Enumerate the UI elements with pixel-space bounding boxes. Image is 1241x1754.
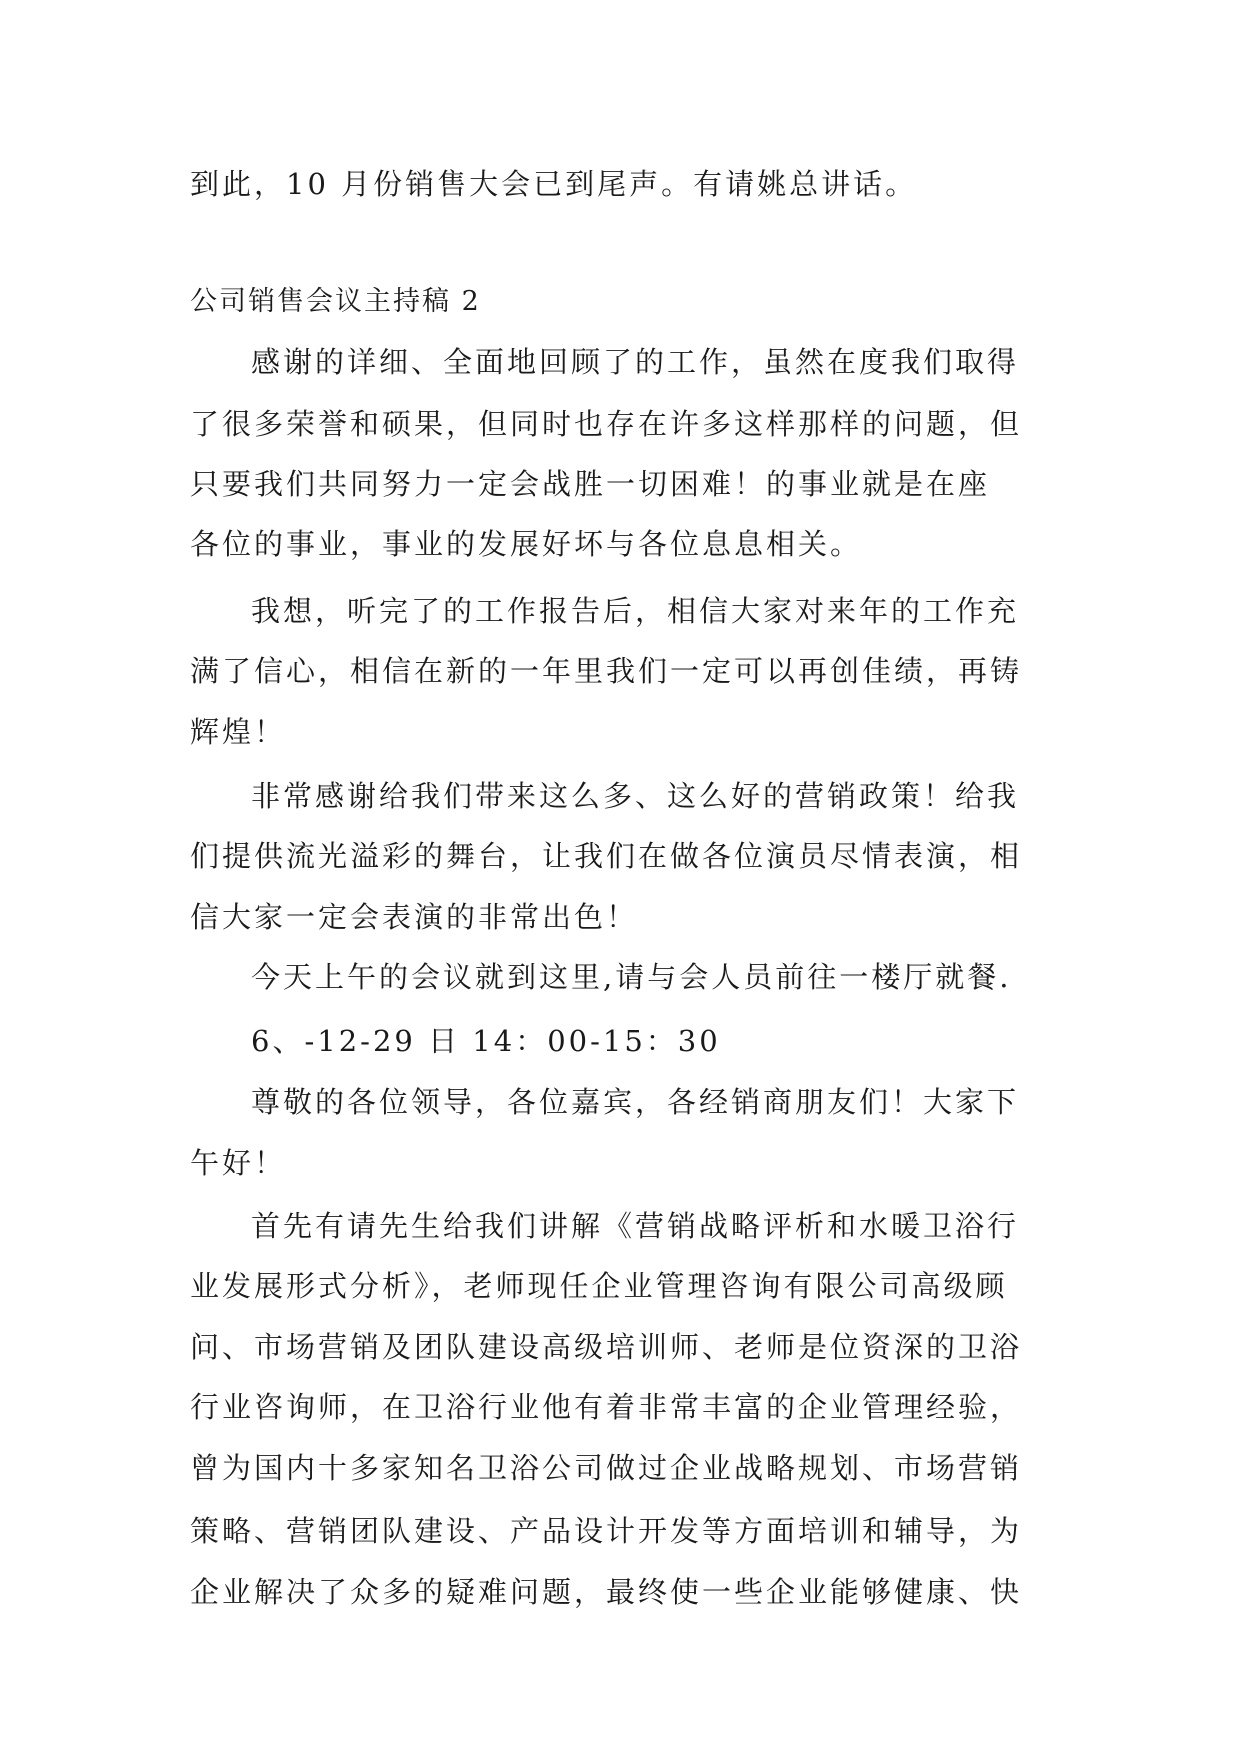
paragraph-line: 我想，听完了的工作报告后，相信大家对来年的工作充	[251, 594, 1020, 628]
paragraph-line: 今天上午的会议就到这里,请与会人员前往一楼厅就餐.	[251, 960, 1012, 994]
paragraph-line: 行业咨询师，在卫浴行业他有着非常丰富的企业管理经验，	[190, 1390, 1023, 1424]
paragraph-line: 非常感谢给我们带来这么多、这么好的营销政策！给我	[251, 779, 1020, 813]
schedule-line: 6、-12-29 日 14：00-15：30	[251, 1024, 721, 1058]
paragraph-line: 曾为国内十多家知名卫浴公司做过企业战略规划、市场营销	[190, 1451, 1023, 1485]
paragraph-line: 尊敬的各位领导，各位嘉宾，各经销商朋友们！大家下	[251, 1085, 1020, 1119]
paragraph-line: 只要我们共同努力一定会战胜一切困难！的事业就是在座	[190, 467, 991, 501]
opening-line: 到此，10 月份销售大会已到尾声。有请姚总讲话。	[190, 167, 918, 201]
paragraph-line: 首先有请先生给我们讲解《营销战略评析和水暖卫浴行	[251, 1209, 1020, 1243]
paragraph-line: 辉煌！	[190, 715, 287, 749]
paragraph-line: 策略、营销团队建设、产品设计开发等方面培训和辅导，为	[190, 1514, 1023, 1548]
paragraph-line: 企业解决了众多的疑难问题，最终使一些企业能够健康、快	[190, 1575, 1023, 1609]
paragraph-line: 信大家一定会表演的非常出色！	[190, 900, 639, 934]
paragraph-line: 们提供流光溢彩的舞台，让我们在做各位演员尽情表演，相	[190, 839, 1023, 873]
paragraph-line: 感谢的详细、全面地回顾了的工作，虽然在度我们取得	[251, 345, 1020, 379]
paragraph-line: 了很多荣誉和硕果，但同时也存在许多这样那样的问题，但	[190, 407, 1023, 441]
paragraph-line: 业发展形式分析》，老师现任企业管理咨询有限公司高级顾	[190, 1269, 1008, 1303]
paragraph-line: 问、市场营销及团队建设高级培训师、老师是位资深的卫浴	[190, 1330, 1023, 1364]
section-title: 公司销售会议主持稿 2	[190, 286, 481, 317]
paragraph-line: 午好！	[190, 1146, 287, 1180]
paragraph-line: 满了信心，相信在新的一年里我们一定可以再创佳绩，再铸	[190, 654, 1023, 688]
paragraph-line: 各位的事业，事业的发展好坏与各位息息相关。	[190, 527, 863, 561]
